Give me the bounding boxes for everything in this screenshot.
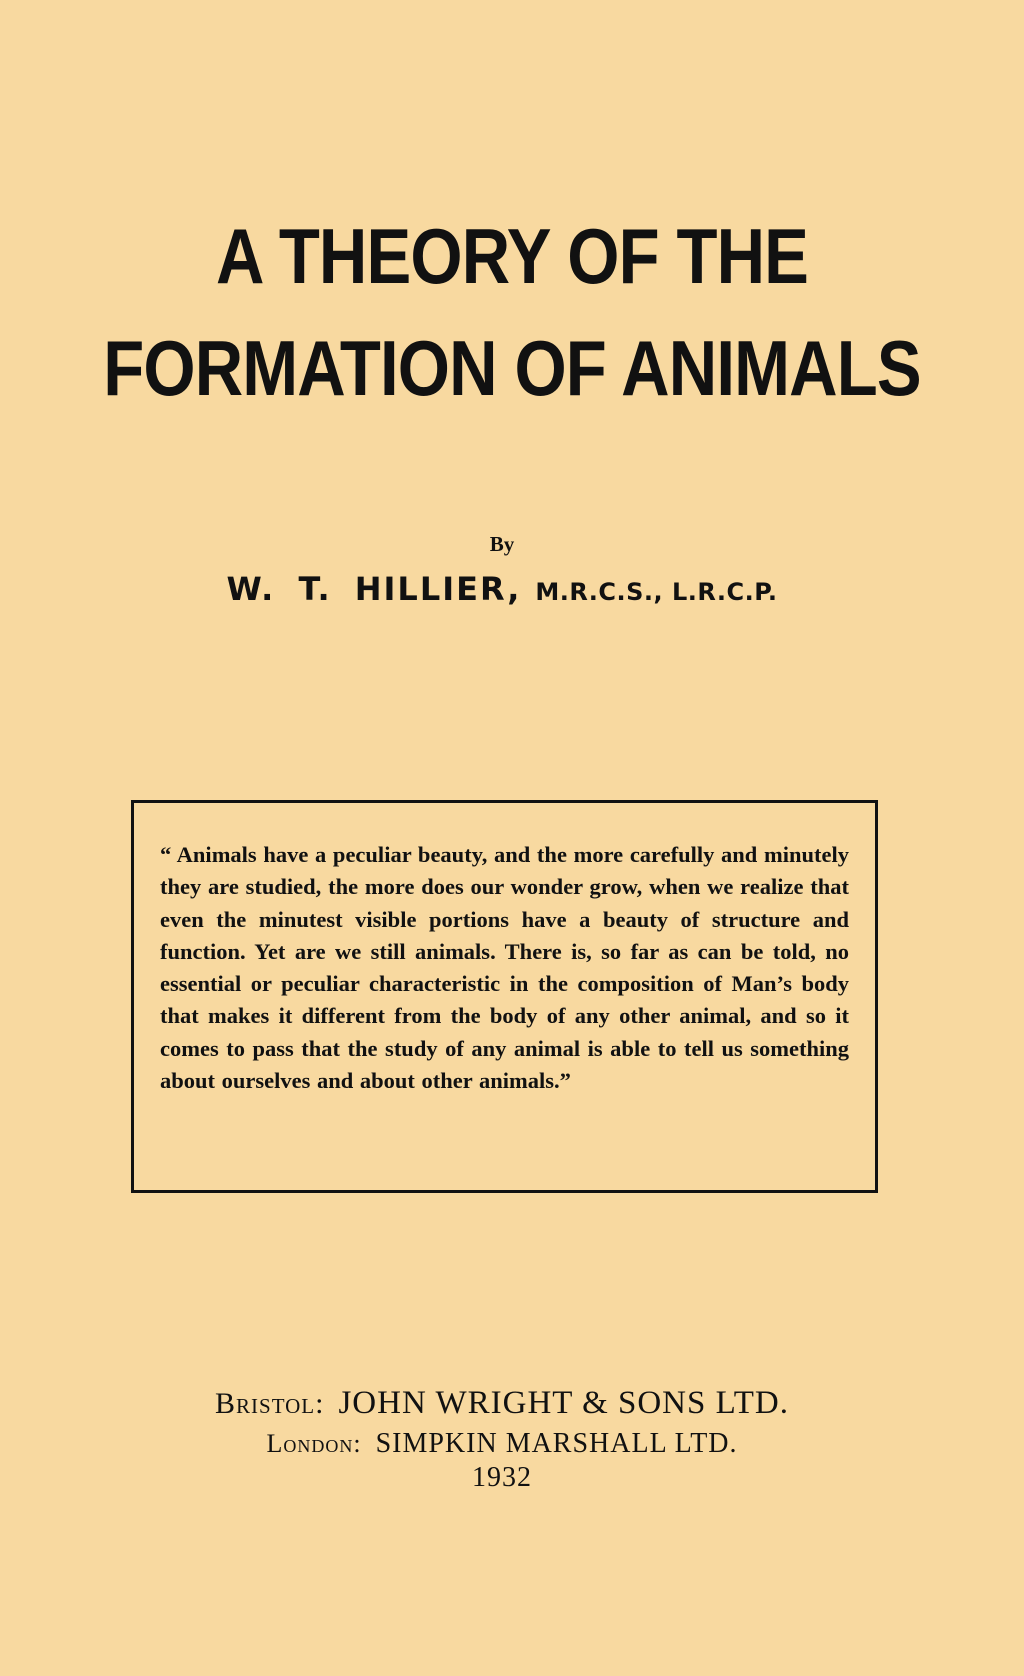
imprint-publisher-2: SIMPKIN MARSHALL LTD.	[375, 1428, 738, 1459]
author-line	[0, 570, 1004, 608]
quote-text: “ Animals have a peculiar beauty, and the more carefully and minutely they are studied, the more does our wonder grow, when we realize that even the minutest visible portions have a beauty of structure and function. Yet are we still animals. There is, so far as can be told, no essential or peculiar characteristic in the composition of Man’s body that makes it different from the body of any other animal, and so it comes to pass that the study of any animal is able to tell us something about ourselves and about other animals.”	[160, 842, 849, 1094]
title-line-1: A THEORY OF THE	[215, 212, 809, 300]
title-line-2: FORMATION OF ANIMALS	[103, 324, 921, 412]
imprint-city-london: London:	[266, 1429, 362, 1458]
book-title	[72, 200, 953, 424]
imprint-year	[0, 1462, 1004, 1494]
imprint-publisher-1: JOHN WRIGHT & SONS LTD.	[338, 1385, 789, 1421]
quote-box	[131, 800, 878, 1193]
author-qualifications: M.R.C.S., L.R.C.P.	[535, 578, 778, 606]
by-label: By	[489, 532, 515, 556]
publication-year: 1932	[472, 1462, 532, 1493]
imprint-london	[0, 1428, 1004, 1460]
author-name: W. T. HILLIER,	[226, 570, 522, 608]
imprint-city-bristol: Bristol:	[215, 1387, 325, 1420]
imprint-bristol	[0, 1385, 1004, 1422]
